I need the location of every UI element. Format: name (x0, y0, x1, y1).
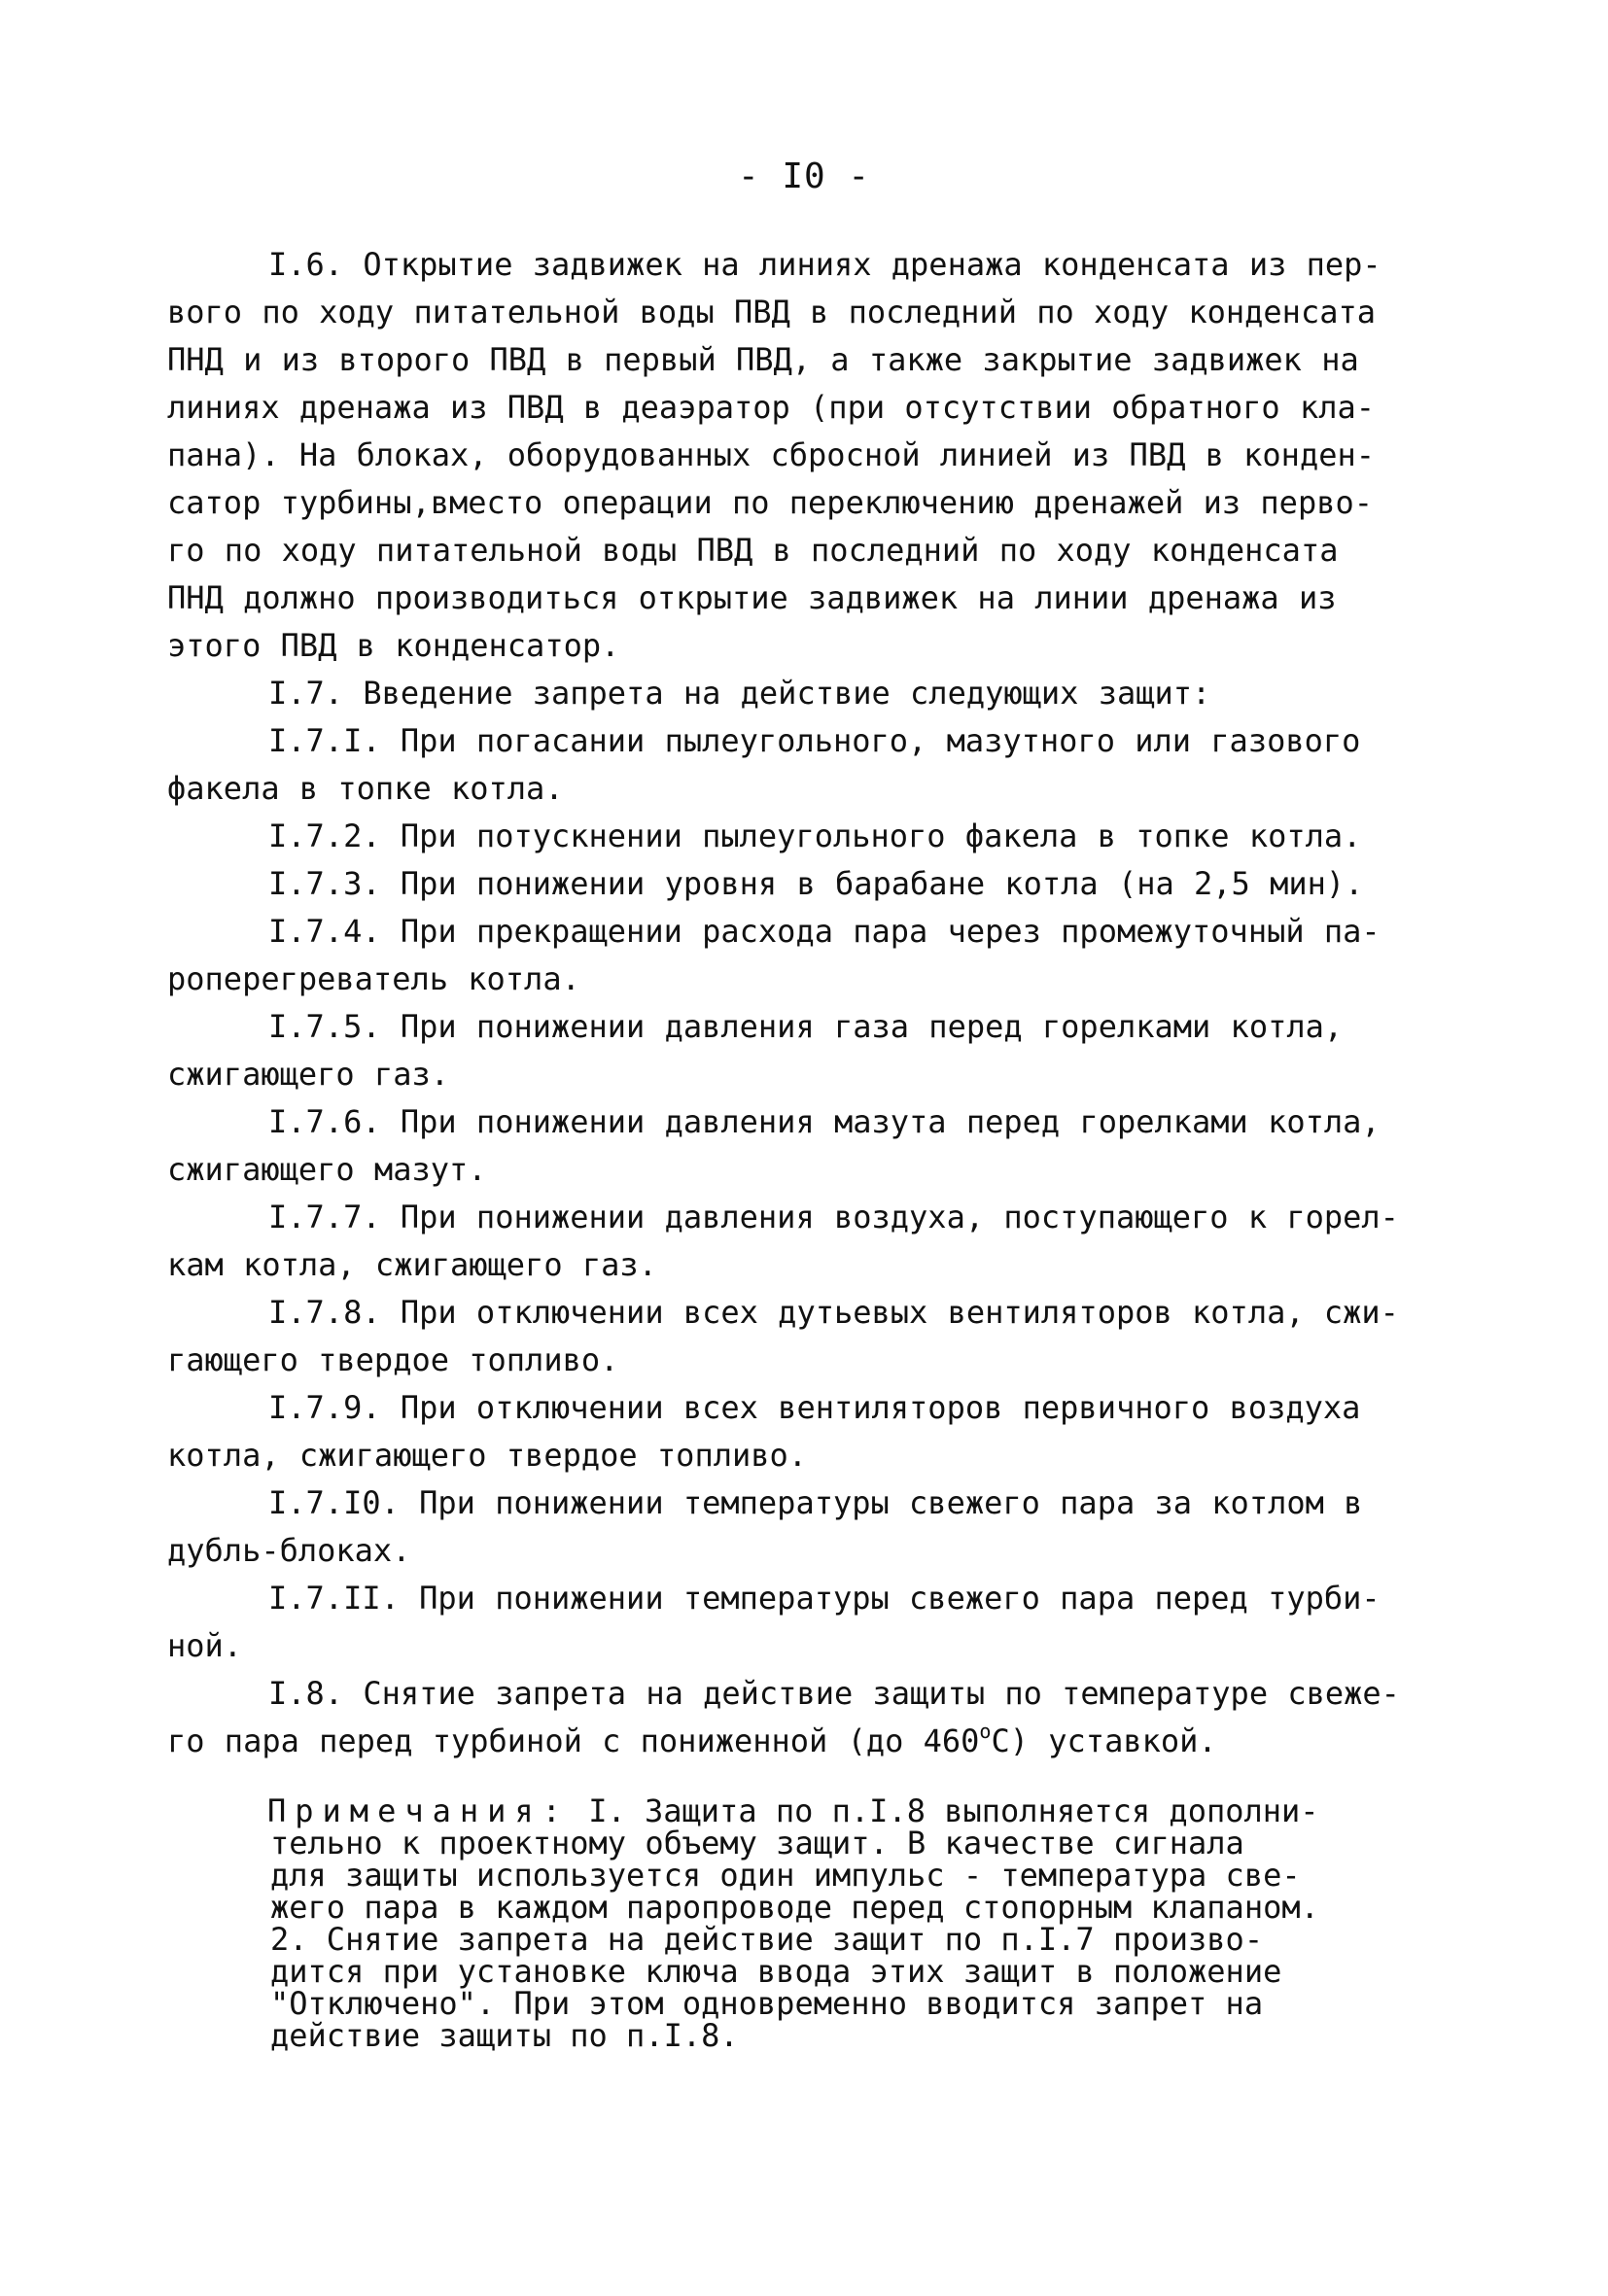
paragraph-line: I.6. Открытие задвижек на линиях дренажа конденсата из пер- (268, 246, 1381, 283)
degree-superscript: о (979, 1720, 992, 1743)
paragraph-line: I.8. Снятие запрета на действие защиты по температуре свеже- (268, 1675, 1400, 1712)
paragraph-line: го по ходу питательной воды ПВД в последний по ходу конденсата (167, 532, 1339, 569)
paragraph-line: I.7.9. При отключении всех вентиляторов первичного воздуха (268, 1389, 1361, 1426)
paragraph-line-with-temperature (167, 1718, 1421, 1765)
paragraph-line: ПНД должно производиться открытие задвижек на линии дренажа из (167, 579, 1337, 616)
paragraph-line: сжигающего газ. (167, 1056, 449, 1093)
notes-line: дится при установке ключа ввода этих защит в положение (270, 1953, 1282, 1990)
paragraph-line: линиях дренажа из ПВД в деаэратор (при отсутствии обратного кла- (167, 389, 1375, 426)
paragraph-line: I.7.3. При понижении уровня в барабане котла (на 2,5 мин). (268, 865, 1364, 902)
notes-line: 2. Снятие запрета на действие защит по п.I.7 произво- (270, 1921, 1264, 1958)
text-segment: С) уставкой. (991, 1722, 1217, 1759)
paragraph-line: I.7.5. При понижении давления газа перед горелками котла, (268, 1008, 1344, 1045)
paragraph-line: ной. (167, 1627, 243, 1664)
body-text (167, 241, 1421, 1765)
notes-line: тельно к проектному объему защит. В качестве сигнала (270, 1825, 1244, 1861)
paragraph-line: гающего твердое топливо. (167, 1341, 619, 1378)
page-number: - I0 - (737, 157, 871, 196)
paragraph-line: I.7.6. При понижении давления мазута перед горелками котла, (268, 1103, 1381, 1140)
paragraph-line: вого по ходу питательной воды ПВД в последний по ходу конденсата (167, 294, 1376, 330)
paragraph-line: пана). На блоках, оборудованных сбросной линией из ПВД в конден- (167, 436, 1375, 473)
notes-label: Примечания: (267, 1792, 570, 1829)
notes-line: жего пара в каждом паропроводе перед стопорным клапаном. (270, 1889, 1319, 1926)
notes-block (267, 1792, 1476, 2054)
notes-line: для защиты используется один импульс - температура све- (270, 1857, 1301, 1894)
paragraph-line: I.7. Введение запрета на действие следующих защит: (268, 675, 1211, 712)
paragraph-line: I.7.I. При погасании пылеугольного, мазутного или газового (268, 722, 1361, 759)
paragraph-line: I.7.I0. При понижении температуры свежего пара за котлом в (268, 1484, 1363, 1521)
notes-line: "Отключено". При этом одновременно вводится запрет на (270, 1985, 1264, 2022)
notes-line: действие защиты по п.I.8. (270, 2017, 739, 2054)
paragraph-line: I.7.8. При отключении всех дутьевых вентиляторов котла, сжи- (268, 1294, 1399, 1331)
text-segment: го пара перед турбиной с пониженной (до 460 (167, 1722, 980, 1759)
paragraph-line: котла, сжигающего твердое топливо. (167, 1437, 808, 1474)
paragraph-line: I.7.2. При потускнении пылеугольного факела в топке котла. (268, 818, 1362, 854)
paragraph-line: факела в топке котла. (167, 770, 564, 807)
paragraph-line: I.7.II. При понижении температуры свежего пара перед турби- (268, 1580, 1381, 1617)
paragraph-line: I.7.4. При прекращении расхода пара через промежуточный па- (268, 913, 1381, 950)
paragraph-line: ПНД и из второго ПВД в первый ПВД, а также закрытие задвижек на (167, 341, 1359, 378)
paragraph-line: кам котла, сжигающего газ. (167, 1246, 657, 1283)
paragraph-line: этого ПВД в конденсатор. (167, 627, 620, 664)
paragraph-line: роперегреватель котла. (167, 960, 580, 997)
notes-text: I. Защита по п.I.8 выполняется дополни- (569, 1792, 1319, 1829)
paragraph-line: дубль-блоках. (167, 1532, 411, 1569)
notes-first-line (267, 1792, 1476, 1829)
paragraph-line: сатор турбины,вместо операции по переключению дренажей из перво- (167, 484, 1373, 521)
paragraph-line: I.7.7. При понижении давления воздуха, поступающего к горел- (268, 1199, 1399, 1235)
paragraph-line: сжигающего мазут. (167, 1151, 487, 1188)
